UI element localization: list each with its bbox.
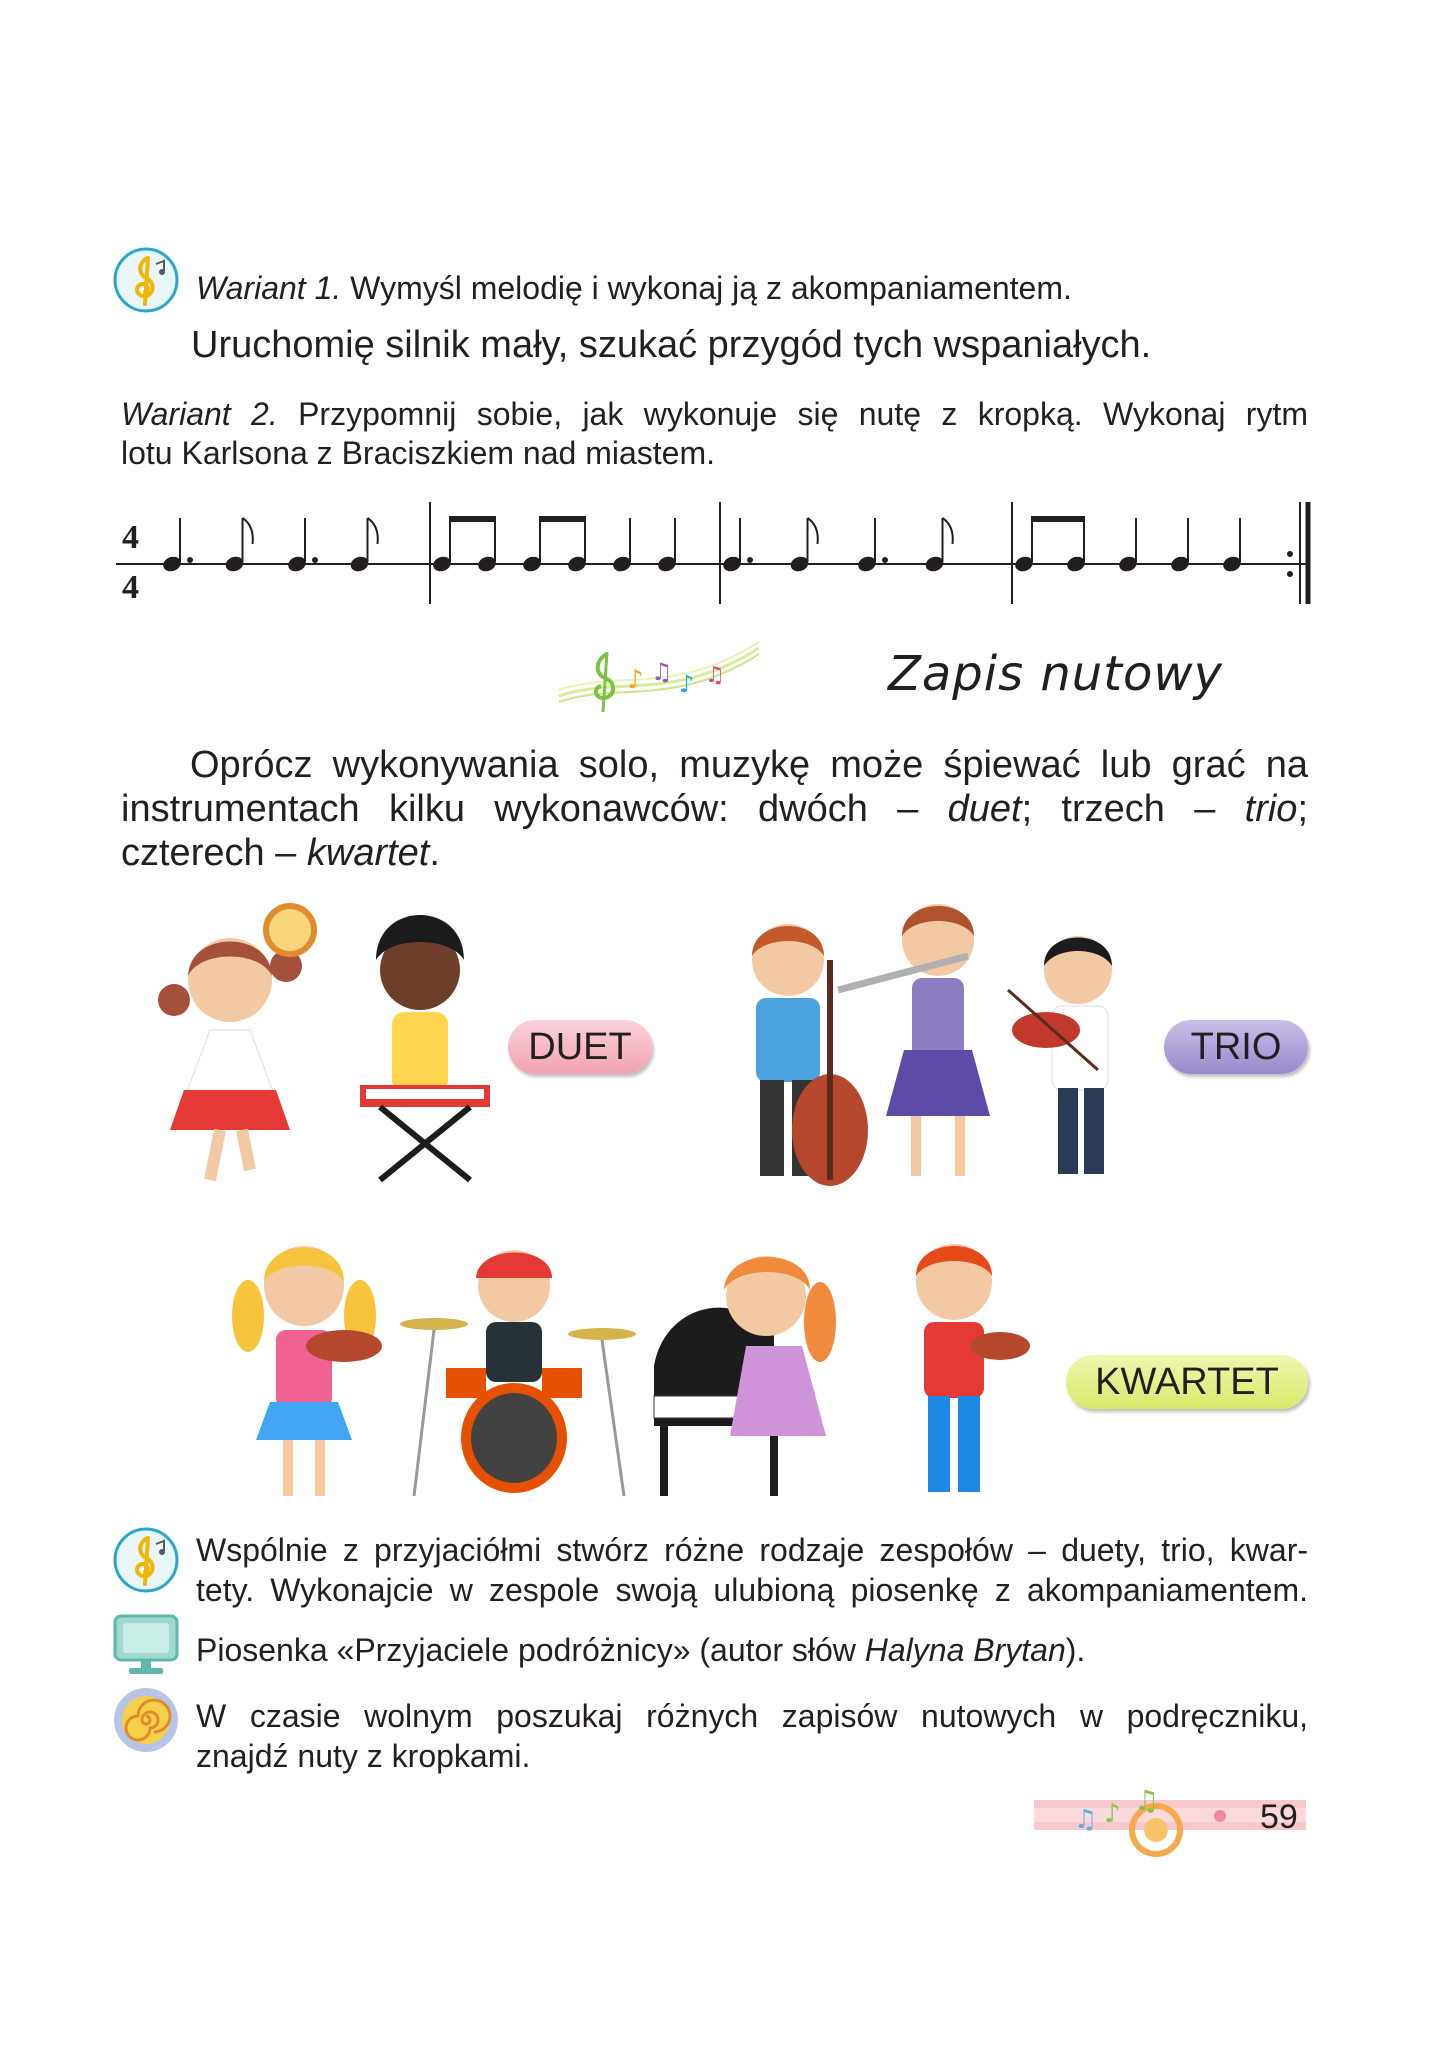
note-dot [312, 557, 318, 563]
song-text: Piosenka «Przyjaciele podróżnicy» (autor słów [196, 1632, 865, 1668]
note-dot [882, 557, 888, 563]
intro-line3 [121, 830, 440, 876]
time-signature-bottom: 4 [122, 569, 139, 606]
note-flag [368, 518, 378, 544]
song-line [196, 1630, 1308, 1670]
variant1-lyric: Uruchomię silnik mały, szukać przygód tych wspaniałych. [191, 324, 1152, 366]
song-text: ). [1065, 1632, 1086, 1668]
note-flag [943, 518, 953, 544]
note-beam [449, 516, 496, 522]
spiral-icon [112, 1686, 180, 1759]
intro-text: czterech – [121, 832, 307, 874]
girl-piano-figure [654, 1256, 836, 1496]
variant2-line2: lotu Karlsona z Braciszkiem nad miastem. [121, 435, 715, 471]
treble-clef-icon [112, 246, 180, 319]
repeat-dot [1287, 551, 1293, 557]
term-kwartet: kwartet [306, 832, 430, 874]
note-beam [539, 516, 586, 522]
variant1-label: Wariant 1. [196, 270, 342, 306]
intro-text: . [429, 832, 440, 874]
task3-line2: znajdź nuty z kropkami. [196, 1738, 531, 1774]
girl-violin-figure [232, 1246, 382, 1496]
repeat-dot [1287, 571, 1293, 577]
variant2-line1 [121, 394, 1308, 434]
trio-badge: TRIO [1164, 1020, 1308, 1074]
task3-line1: W czasie wolnym poszukaj różnych zapisów nutowych w podręczniku, [196, 1698, 1308, 1734]
intro-line1: Oprócz wykonywania solo, muzykę może śpiewać lub grać na [190, 744, 1308, 786]
note-flag [808, 518, 818, 544]
computer-monitor-icon [113, 1614, 179, 1681]
girl-tambourine-figure [158, 906, 314, 1180]
svg-text:♫: ♫ [1134, 1784, 1160, 1817]
boy-violin-standing-figure [916, 1244, 1030, 1492]
duet-illustration [130, 890, 510, 1190]
intro-text: ; [1297, 788, 1308, 830]
note-dot [747, 557, 753, 563]
kwartet-illustration [214, 1226, 1044, 1506]
variant2-label: Wariant 2. [121, 396, 278, 432]
page-number: 59 [1260, 1798, 1298, 1836]
variant1-text: Wymyśl melodię i wykonaj ją z akompaniamentem. [341, 270, 1072, 306]
treble-clef-icon [112, 1526, 180, 1599]
boy-keyboard-figure [360, 915, 490, 1180]
note-beam [1031, 516, 1085, 522]
rhythm-staff [112, 498, 1322, 608]
variant2-text: Przypomnij sobie, jak wykonuje się nutę z kropką. Wykonaj rytm [277, 396, 1309, 432]
task1-line2: tety. Wykonajcie w zespole swoją ulubioną piosenkę z akompaniamentem. [196, 1572, 1308, 1608]
music-notes-decoration-icon [555, 636, 765, 725]
intro-line2 [121, 786, 1308, 832]
svg-text:♪: ♪ [1104, 1799, 1121, 1829]
variant1-instruction [196, 268, 1316, 308]
note-flag [243, 518, 253, 544]
svg-text:♪: ♪ [679, 670, 695, 698]
svg-text:♫: ♫ [705, 663, 725, 688]
svg-text:♫: ♫ [1074, 1805, 1098, 1835]
duet-badge: DUET [508, 1020, 652, 1074]
boy-violin-figure [1008, 936, 1112, 1174]
section-title: Zapis nutowy [888, 646, 1224, 702]
rhythm-notes [161, 516, 1243, 574]
intro-text: ; trzech – [1021, 788, 1245, 830]
task1-line1: Wspólnie z przyjaciółmi stwórz różne rodzaje zespołów – duety, trio, kwar- [196, 1532, 1308, 1568]
intro-text: instrumentach kilku wykonawców: dwóch – [121, 788, 948, 830]
term-trio: trio [1244, 788, 1298, 830]
song-author: Halyna Brytan [864, 1632, 1066, 1668]
trio-illustration [728, 880, 1158, 1200]
note-dot [187, 557, 193, 563]
boy-drums-figure [400, 1250, 636, 1496]
time-signature-top: 4 [122, 519, 139, 556]
kwartet-badge: KWARTET [1066, 1355, 1308, 1409]
boy-cello-figure [752, 924, 868, 1186]
svg-text:♪: ♪ [627, 665, 644, 695]
svg-text:♫: ♫ [651, 658, 673, 686]
term-duet: duet [947, 788, 1022, 830]
